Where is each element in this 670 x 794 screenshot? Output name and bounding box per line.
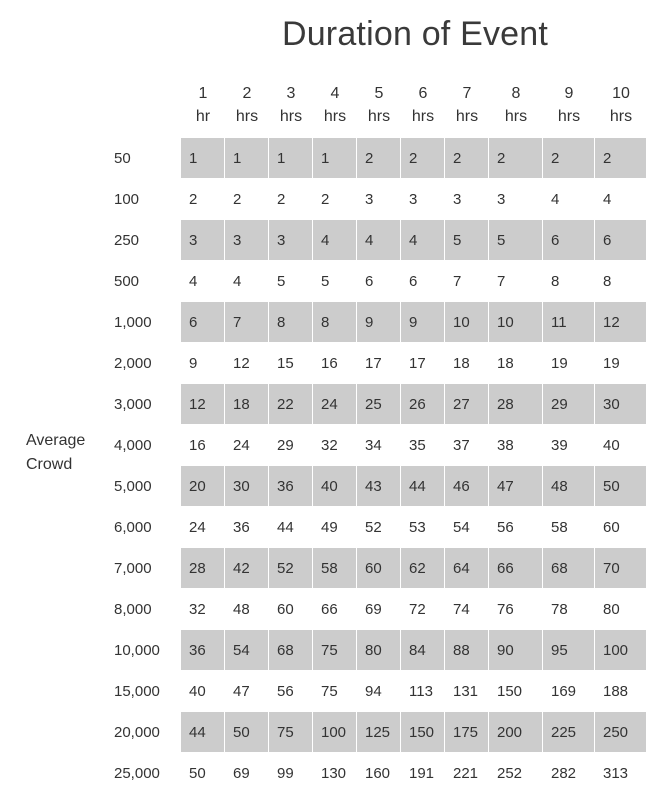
table-cell: 74: [445, 589, 489, 630]
table-cell: 15: [269, 343, 313, 384]
table-cell: 150: [489, 671, 543, 712]
column-header: [489, 76, 543, 138]
table-cell: 4: [181, 261, 225, 302]
table-cell: 58: [313, 548, 357, 589]
table-cell: 48: [225, 589, 269, 630]
table-cell: 40: [595, 425, 647, 466]
page-title: Duration of Event: [281, 15, 549, 53]
table-cell: 131: [445, 671, 489, 712]
table-cell: 64: [445, 548, 489, 589]
table-cell: 60: [269, 589, 313, 630]
table-cell: 66: [489, 548, 543, 589]
table-cell: 3: [489, 179, 543, 220]
table-cell: 11: [543, 302, 595, 343]
table-cell: 60: [595, 507, 647, 548]
table-cell: 44: [181, 712, 225, 753]
column-header-line: hrs: [609, 108, 633, 125]
column-header-line: hrs: [504, 108, 528, 125]
column-header-line: hrs: [367, 108, 391, 125]
table-cell: 200: [489, 712, 543, 753]
table-cell: 54: [225, 630, 269, 671]
column-header-line: 4: [330, 85, 340, 102]
table-cell: 24: [181, 507, 225, 548]
row-label: 7,000: [106, 548, 181, 589]
table-cell: 46: [445, 466, 489, 507]
table-cell: 69: [225, 753, 269, 794]
table-cell: 313: [595, 753, 647, 794]
table-cell: 36: [225, 507, 269, 548]
table-cell: 3: [445, 179, 489, 220]
column-header-line: 6: [418, 85, 428, 102]
column-header-line: 9: [564, 85, 574, 102]
table-cell: 100: [313, 712, 357, 753]
row-label: 20,000: [106, 712, 181, 753]
table-cell: 20: [181, 466, 225, 507]
table-cell: 69: [357, 589, 401, 630]
column-header: [543, 76, 595, 138]
table-cell: 6: [401, 261, 445, 302]
table-cell: 68: [269, 630, 313, 671]
table-cell: 4: [313, 220, 357, 261]
table-cell: 2: [181, 179, 225, 220]
table-cell: 26: [401, 384, 445, 425]
table-cell: 42: [225, 548, 269, 589]
table-cell: 5: [269, 261, 313, 302]
column-header-line: hrs: [455, 108, 479, 125]
table-cell: 24: [313, 384, 357, 425]
table-cell: 54: [445, 507, 489, 548]
table-cell: 44: [401, 466, 445, 507]
table-header: [106, 76, 647, 138]
table-cell: 47: [489, 466, 543, 507]
table-cell: 12: [181, 384, 225, 425]
table-body: [106, 138, 647, 794]
row-label: 500: [106, 261, 181, 302]
table-cell: 25: [357, 384, 401, 425]
row-label: 5,000: [106, 466, 181, 507]
table-cell: 150: [401, 712, 445, 753]
table-cell: 130: [313, 753, 357, 794]
table-row: [106, 630, 647, 671]
table-cell: 18: [225, 384, 269, 425]
row-label: 25,000: [106, 753, 181, 794]
table-cell: 8: [543, 261, 595, 302]
table-row: [106, 220, 647, 261]
column-header-line: 1: [198, 85, 208, 102]
table-cell: 43: [357, 466, 401, 507]
table-cell: 30: [225, 466, 269, 507]
row-label: 3,000: [106, 384, 181, 425]
table-cell: 175: [445, 712, 489, 753]
table-cell: 4: [401, 220, 445, 261]
table-cell: 18: [489, 343, 543, 384]
table-cell: 9: [181, 343, 225, 384]
table-cell: 17: [357, 343, 401, 384]
table-cell: 28: [181, 548, 225, 589]
table-cell: 29: [269, 425, 313, 466]
row-label: 10,000: [106, 630, 181, 671]
table-cell: 35: [401, 425, 445, 466]
table-cell: 1: [269, 138, 313, 179]
row-axis-label: [26, 429, 85, 477]
row-label: 6,000: [106, 507, 181, 548]
table-row: [106, 384, 647, 425]
table-cell: 29: [543, 384, 595, 425]
table-cell: 60: [357, 548, 401, 589]
table-cell: 78: [543, 589, 595, 630]
table-cell: 10: [445, 302, 489, 343]
table-cell: 10: [489, 302, 543, 343]
table-cell: 52: [357, 507, 401, 548]
table-cell: 191: [401, 753, 445, 794]
table-cell: 36: [181, 630, 225, 671]
column-header-line: 5: [374, 85, 384, 102]
table-cell: 94: [357, 671, 401, 712]
header-row: [106, 76, 647, 138]
row-label: 1,000: [106, 302, 181, 343]
table-cell: 2: [269, 179, 313, 220]
table-cell: 225: [543, 712, 595, 753]
table-cell: 75: [313, 630, 357, 671]
table-cell: 24: [225, 425, 269, 466]
table-cell: 2: [357, 138, 401, 179]
table-row: [106, 753, 647, 794]
column-header-line: hr: [195, 108, 211, 125]
table-cell: 32: [313, 425, 357, 466]
table-cell: 8: [595, 261, 647, 302]
table-cell: 7: [489, 261, 543, 302]
table-cell: 8: [313, 302, 357, 343]
table-cell: 113: [401, 671, 445, 712]
table-cell: 32: [181, 589, 225, 630]
table-cell: 1: [225, 138, 269, 179]
table-cell: 2: [543, 138, 595, 179]
table-cell: 3: [225, 220, 269, 261]
table-cell: 9: [357, 302, 401, 343]
row-label: 250: [106, 220, 181, 261]
table-cell: 16: [313, 343, 357, 384]
row-label: 8,000: [106, 589, 181, 630]
table-cell: 80: [357, 630, 401, 671]
table-cell: 12: [225, 343, 269, 384]
column-header-line: 10: [612, 85, 630, 102]
table-cell: 76: [489, 589, 543, 630]
table-cell: 16: [181, 425, 225, 466]
table-cell: 12: [595, 302, 647, 343]
table-cell: 95: [543, 630, 595, 671]
table-cell: 27: [445, 384, 489, 425]
table-cell: 125: [357, 712, 401, 753]
column-header-line: hrs: [235, 108, 259, 125]
table-row: [106, 138, 647, 179]
table-row: [106, 179, 647, 220]
table-cell: 50: [181, 753, 225, 794]
column-header-line: 7: [462, 85, 472, 102]
table-row: [106, 712, 647, 753]
table-cell: 56: [489, 507, 543, 548]
table-cell: 37: [445, 425, 489, 466]
table-cell: 39: [543, 425, 595, 466]
table-cell: 70: [595, 548, 647, 589]
table-cell: 48: [543, 466, 595, 507]
table-cell: 6: [543, 220, 595, 261]
table-cell: 100: [595, 630, 647, 671]
table-cell: 88: [445, 630, 489, 671]
column-header: [445, 76, 489, 138]
table-cell: 7: [225, 302, 269, 343]
table-cell: 75: [269, 712, 313, 753]
table-cell: 250: [595, 712, 647, 753]
table-cell: 160: [357, 753, 401, 794]
table-cell: 5: [489, 220, 543, 261]
row-label: 100: [106, 179, 181, 220]
table-cell: 58: [543, 507, 595, 548]
table-cell: 1: [181, 138, 225, 179]
table-cell: 19: [595, 343, 647, 384]
table-row: [106, 302, 647, 343]
table-cell: 28: [489, 384, 543, 425]
table-cell: 3: [269, 220, 313, 261]
column-header: [269, 76, 313, 138]
row-label: 15,000: [106, 671, 181, 712]
table-cell: 72: [401, 589, 445, 630]
table-cell: 66: [313, 589, 357, 630]
column-header-line: 8: [511, 85, 521, 102]
column-header: [595, 76, 647, 138]
table-cell: 36: [269, 466, 313, 507]
table-cell: 6: [595, 220, 647, 261]
table-cell: 3: [181, 220, 225, 261]
table-row: [106, 343, 647, 384]
table-row: [106, 425, 647, 466]
table-cell: 80: [595, 589, 647, 630]
table-cell: 2: [401, 138, 445, 179]
table-cell: 75: [313, 671, 357, 712]
table-cell: 4: [595, 179, 647, 220]
table-cell: 282: [543, 753, 595, 794]
table-cell: 6: [357, 261, 401, 302]
table-cell: 68: [543, 548, 595, 589]
table-cell: 40: [181, 671, 225, 712]
table-cell: 3: [357, 179, 401, 220]
table-row: [106, 466, 647, 507]
duration-table: [106, 76, 647, 794]
table-cell: 2: [445, 138, 489, 179]
table-cell: 1: [313, 138, 357, 179]
column-header: [181, 76, 225, 138]
table-cell: 53: [401, 507, 445, 548]
table-cell: 4: [543, 179, 595, 220]
table-cell: 34: [357, 425, 401, 466]
table-cell: 8: [269, 302, 313, 343]
table-cell: 188: [595, 671, 647, 712]
table-cell: 18: [445, 343, 489, 384]
table-cell: 9: [401, 302, 445, 343]
table-cell: 221: [445, 753, 489, 794]
row-label: 4,000: [106, 425, 181, 466]
column-header-line: 3: [286, 85, 296, 102]
table-cell: 2: [313, 179, 357, 220]
table-cell: 169: [543, 671, 595, 712]
table-cell: 49: [313, 507, 357, 548]
table-cell: 40: [313, 466, 357, 507]
header-corner: [106, 76, 181, 138]
table-cell: 62: [401, 548, 445, 589]
table-cell: 84: [401, 630, 445, 671]
table-row: [106, 507, 647, 548]
table-cell: 5: [313, 261, 357, 302]
table-cell: 38: [489, 425, 543, 466]
table-cell: 2: [225, 179, 269, 220]
table-cell: 4: [357, 220, 401, 261]
column-header-line: hrs: [279, 108, 303, 125]
table-cell: 99: [269, 753, 313, 794]
row-axis-label-line: Average: [26, 432, 86, 449]
table-row: [106, 671, 647, 712]
table-row: [106, 589, 647, 630]
column-header-line: hrs: [411, 108, 435, 125]
row-label: 2,000: [106, 343, 181, 384]
table-cell: 6: [181, 302, 225, 343]
column-header-line: 2: [242, 85, 252, 102]
table-cell: 3: [401, 179, 445, 220]
table-cell: 4: [225, 261, 269, 302]
table-cell: 22: [269, 384, 313, 425]
table-row: [106, 548, 647, 589]
table-cell: 44: [269, 507, 313, 548]
column-header: [401, 76, 445, 138]
table-cell: 50: [595, 466, 647, 507]
table-cell: 90: [489, 630, 543, 671]
row-axis-label-line: Crowd: [26, 456, 73, 473]
table-cell: 5: [445, 220, 489, 261]
table-cell: 252: [489, 753, 543, 794]
table-cell: 52: [269, 548, 313, 589]
table-cell: 56: [269, 671, 313, 712]
table-cell: 2: [595, 138, 647, 179]
table-cell: 17: [401, 343, 445, 384]
table-cell: 47: [225, 671, 269, 712]
table-cell: 7: [445, 261, 489, 302]
column-header: [225, 76, 269, 138]
column-header-line: hrs: [557, 108, 581, 125]
column-header-line: hrs: [323, 108, 347, 125]
column-header: [313, 76, 357, 138]
row-label: 50: [106, 138, 181, 179]
column-header: [357, 76, 401, 138]
table-cell: 50: [225, 712, 269, 753]
table-cell: 2: [489, 138, 543, 179]
table-row: [106, 261, 647, 302]
table-cell: 19: [543, 343, 595, 384]
table-cell: 30: [595, 384, 647, 425]
